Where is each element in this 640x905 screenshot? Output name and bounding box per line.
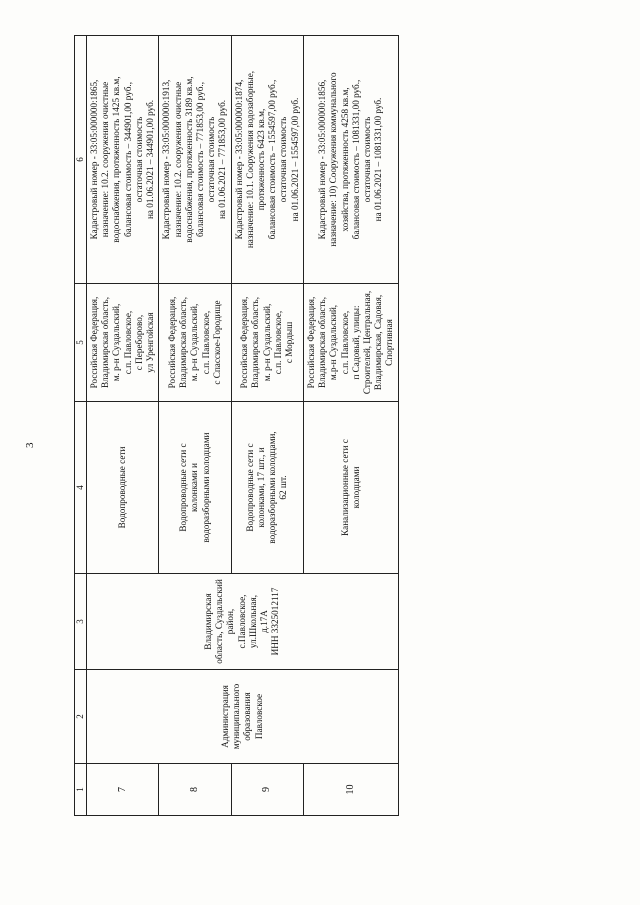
row-number: 7 — [86, 764, 158, 816]
location-line: Строителей, Центральная, — [362, 290, 372, 395]
details-line: балансовая стоимость – 1554597,00 руб., — [267, 79, 278, 240]
location-line: с.п. Павловское, — [200, 310, 211, 375]
column-number: 3 — [75, 574, 87, 670]
location-line: с.п. Павловское, — [122, 310, 133, 375]
object-name — [159, 402, 231, 574]
object-line: Водопроводные сети с — [244, 443, 255, 532]
location-line: с.п. Павловское, — [339, 310, 350, 375]
owner-address-line: Владимирская — [203, 593, 214, 650]
details-line: назначение: 10.2. сооружения очистные — [100, 81, 111, 238]
column-number: 1 — [75, 764, 87, 816]
location-line: с.п. Павловское, — [272, 310, 283, 375]
row-number: 8 — [159, 764, 231, 816]
object-line: водоразборными колодцами — [200, 432, 211, 543]
object-name — [303, 402, 398, 574]
details-line: водоснабжения, протяженность 1425 кв.м, — [111, 76, 122, 243]
object-line: Канализационные сети с — [339, 439, 350, 536]
owner-address-line: ул.Школьная, — [247, 594, 258, 649]
location-line: Владимирская область, — [250, 297, 261, 388]
object-line: 62 шт. — [278, 475, 289, 500]
owner-name-line: муниципального — [231, 683, 242, 750]
object-location — [159, 284, 231, 402]
details-line: остаточная стоимость — [278, 116, 289, 203]
details-line: назначение: 10.1. Сооружения водозаборные, — [244, 70, 255, 249]
location-line: с Мордыш — [284, 321, 295, 364]
details-line: остаточная стоимость — [206, 116, 217, 203]
column-number: 6 — [75, 36, 87, 284]
details-line: на 01.06.2021 – 771853,00 руб. — [217, 99, 228, 220]
object-line: водоразборными колодцами, — [267, 431, 278, 544]
location-line: Российская Федерация, — [88, 296, 99, 389]
owner-name-line: образования Павловское — [242, 692, 264, 741]
row-number: 9 — [231, 764, 303, 816]
owner-address-line: ИНН 3325012117 — [270, 587, 281, 656]
object-details — [159, 36, 231, 284]
owner-address-cell — [86, 574, 398, 670]
details-line: Кадастровый номер - 33:05:000000:1874, — [233, 79, 244, 240]
owner-name-line: Администрация — [219, 685, 230, 748]
location-line: Владимирская область, — [100, 297, 111, 388]
details-line: на 01.06.2021 – 1081331,00 руб. — [373, 97, 384, 222]
object-details — [303, 36, 398, 284]
column-number: 4 — [75, 402, 87, 574]
details-line: Кадастровый номер - 33:05:000000:1865, — [88, 79, 99, 240]
table-row — [86, 36, 158, 816]
details-line: балансовая стоимость – 344901,00 руб., — [122, 81, 133, 238]
details-line: балансовая стоимость – 771853,00 руб., — [194, 81, 205, 238]
location-line: п Садовый, улицы: — [350, 305, 361, 380]
property-register-sheet — [74, 36, 395, 816]
object-details — [86, 36, 158, 284]
object-name — [231, 402, 303, 574]
location-line: с Переборово, — [133, 314, 144, 371]
property-register-table — [74, 35, 399, 816]
location-line: м. р-н Суздальский, — [111, 303, 122, 382]
location-line: с Спасское-Городище — [211, 300, 222, 385]
location-line: Владимирская область, — [317, 297, 328, 388]
object-details — [231, 36, 303, 284]
location-line: м.р-н Суздальский, — [328, 304, 339, 381]
object-location — [303, 284, 398, 402]
details-line: протяженность 6423 кв.м, — [256, 108, 267, 211]
object-line: Водопроводные сети с — [178, 443, 189, 532]
owner-address-line: с.Павловское, — [236, 594, 247, 649]
details-line: назначение: 10.2. сооружения очистные — [172, 81, 183, 238]
location-line: Владимирская область, — [178, 297, 189, 388]
details-line: хозяйства, протяженность 4258 кв.м, — [339, 87, 350, 232]
details-line: остаточная стоимость — [133, 116, 144, 203]
details-line: водоснабжения, протяженность 3189 кв.м, — [183, 76, 194, 243]
details-line: Кадастровый номер - 33:05:000000:1913, — [161, 79, 172, 240]
location-line: Владимирская, Садовая, — [373, 294, 384, 391]
object-location — [86, 284, 158, 402]
details-line: назначение: 10) Сооружения коммунального — [328, 72, 339, 247]
column-number: 5 — [75, 284, 87, 402]
column-number-row — [75, 36, 87, 816]
location-line: Российская Федерация, — [239, 296, 250, 389]
object-location — [231, 284, 303, 402]
details-line: балансовая стоимость – 1081331,00 руб., — [350, 79, 361, 240]
location-line: Российская Федерация, — [305, 296, 316, 389]
details-line: на 01.06.2021 – 344901,00 руб. — [145, 99, 156, 220]
object-line: колодцами — [350, 466, 361, 509]
location-line: м. р-н Суздальский, — [189, 303, 200, 382]
object-name: Водопроводные сети — [86, 402, 158, 574]
details-line: остаточная стоимость — [362, 116, 372, 203]
owner-address-line: д.17А — [259, 610, 270, 633]
page-number: 3 — [24, 442, 36, 448]
details-line: на 01.06.2021 – 1554597,00 руб. — [289, 97, 300, 222]
object-line: колонками и — [189, 463, 200, 512]
owner-address-line: область, Суздальский — [214, 579, 225, 664]
owner-name-cell — [86, 670, 398, 764]
row-number: 10 — [303, 764, 398, 816]
object-line: колонками, 17 шт., и — [256, 447, 267, 528]
location-line: Российская Федерация, — [166, 296, 177, 389]
location-line: Спортивная — [384, 319, 395, 366]
details-line: Кадастровый номер - 33:05:000000:1856, — [317, 79, 328, 240]
location-line: ул Уренгойская — [145, 312, 156, 373]
location-line: м. р-н Суздальский, — [261, 303, 272, 382]
column-number: 2 — [75, 670, 87, 764]
owner-address-line: район, — [225, 608, 236, 635]
